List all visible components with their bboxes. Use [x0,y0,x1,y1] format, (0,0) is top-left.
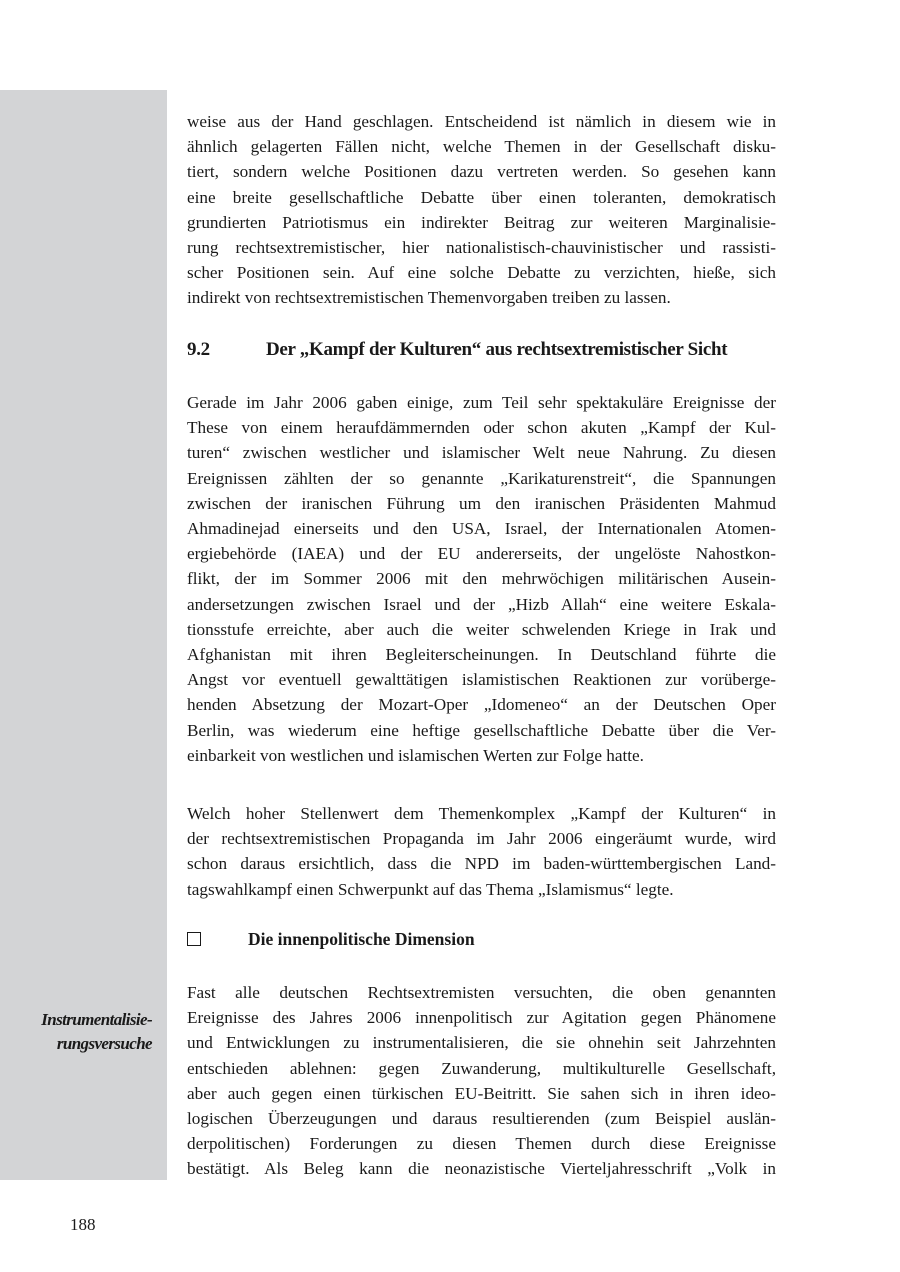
text-line: logischen Überzeugungen und daraus resultierenden (zum Beispiel auslän- [187,1109,776,1129]
text-line: einbarkeit von westlichen und islamischen Werten zur Folge hatte. [187,745,644,765]
paragraph-4 [187,980,776,1182]
text-line: Welch hoher Stellenwert dem Themenkomplex „Kampf der Kulturen“ in [187,804,776,823]
section-title: Der „Kampf der Kulturen“ aus rechtsextremistischer Sicht [266,339,728,360]
text-line: Ereignissen zählten der so genannte „Karikaturenstreit“, die Spannungen [187,468,776,488]
text-line: rung rechtsextremistischer, hier nationalistisch-chauvinistischer und rassisti- [187,238,776,258]
text-line: tionsstufe erreichte, aber auch die weiter schwelenden Kriege in Irak und [187,619,776,639]
text-line: flikt, der im Sommer 2006 mit den mehrwöchigen militärischen Ausein- [187,569,776,589]
text-line: schon daraus ersichtlich, dass die NPD im baden-württembergischen Land- [187,854,776,874]
checkbox-bullet-icon [187,932,201,946]
paragraph-3 [187,801,776,902]
text-line: scher Positionen sein. Auf eine solche Debatte zu verzichten, hieße, sich [187,263,776,283]
text-line: entschieden ablehnen: gegen Zuwanderung, multikulturelle Gesellschaft, [187,1058,776,1078]
text-line: bestätigt. Als Beleg kann die neonazistische Vierteljahresschrift „Volk in [187,1159,776,1179]
text-line: Gerade im Jahr 2006 gaben einige, zum Teil sehr spektakuläre Ereignisse der [187,393,776,412]
text-line: andersetzungen zwischen Israel und der „Hizb Allah“ eine weitere Eskala- [187,594,776,614]
text-line: turen“ zwischen westlicher und islamischer Welt neue Nahrung. Zu diesen [187,443,776,463]
margin-note-line: Instrumentalisie- [41,1010,152,1029]
text-line: Ereignisse des Jahres 2006 innenpolitisch zur Agitation gegen Phänomene [187,1008,776,1028]
text-line: indirekt von rechtsextremistischen Themenvorgaben treiben zu lassen. [187,288,671,308]
text-line: Berlin, was wiederum eine heftige gesellschaftliche Debatte über die Ver- [187,720,776,740]
text-line: aber auch gegen einen türkischen EU-Beitritt. Sie sahen sich in ihren ideo- [187,1083,776,1103]
text-line: derpolitischen) Forderungen zu diesen Themen durch diese Ereignisse [187,1134,776,1154]
section-heading [187,339,787,361]
paragraph-1 [187,109,776,311]
text-line: der rechtsextremistischen Propaganda im Jahr 2006 eingeräumt wurde, wird [187,829,776,849]
text-line: henden Absetzung der Mozart-Oper „Idomeneo“ an der Deutschen Oper [187,695,776,715]
text-line: ähnlich gelagerten Fällen nicht, welche Themen in der Gesellschaft disku- [187,137,776,157]
page-number: 188 [70,1215,96,1234]
text-line: tiert, sondern welche Positionen dazu vertreten werden. So gesehen kann [187,162,776,182]
paragraph-2 [187,390,776,768]
text-line: Fast alle deutschen Rechtsextremisten versuchten, die oben genannten [187,983,776,1002]
text-line: und Entwicklungen zu instrumentalisieren, die sie ohnehin seit Jahrzehnten [187,1033,776,1053]
text-line: zwischen der iranischen Führung um den iranischen Präsidenten Mahmud [187,493,776,513]
text-line: These von einem heraufdämmernden oder schon akuten „Kampf der Kul- [187,418,776,438]
text-line: ergiebehörde (IAEA) und der EU andererseits, der ungelöste Nahostkon- [187,544,776,564]
section-number: 9.2 [187,339,210,360]
text-line: grundierten Patriotismus ein indirekter Beitrag zur weiteren Marginalisie- [187,212,776,232]
subheading [187,929,475,950]
text-line: weise aus der Hand geschlagen. Entscheidend ist nämlich in diesem wie in [187,112,776,131]
margin-note [0,1008,152,1056]
text-line: tagswahlkampf einen Schwerpunkt auf das Thema „Islamismus“ legte. [187,879,674,899]
text-line: eine breite gesellschaftliche Debatte über einen toleranten, demokratisch [187,187,776,207]
subheading-text: Die innenpolitische Dimension [248,929,475,949]
text-line: Angst vor eventuell gewalttätigen islamistischen Reaktionen zur vorüberge- [187,670,776,690]
text-line: Afghanistan mit ihren Begleiterscheinungen. In Deutschland führte die [187,645,776,665]
margin-note-line: rungsversuche [56,1034,152,1053]
text-line: Ahmadinejad einerseits und den USA, Israel, der Internationalen Atomen- [187,519,776,539]
